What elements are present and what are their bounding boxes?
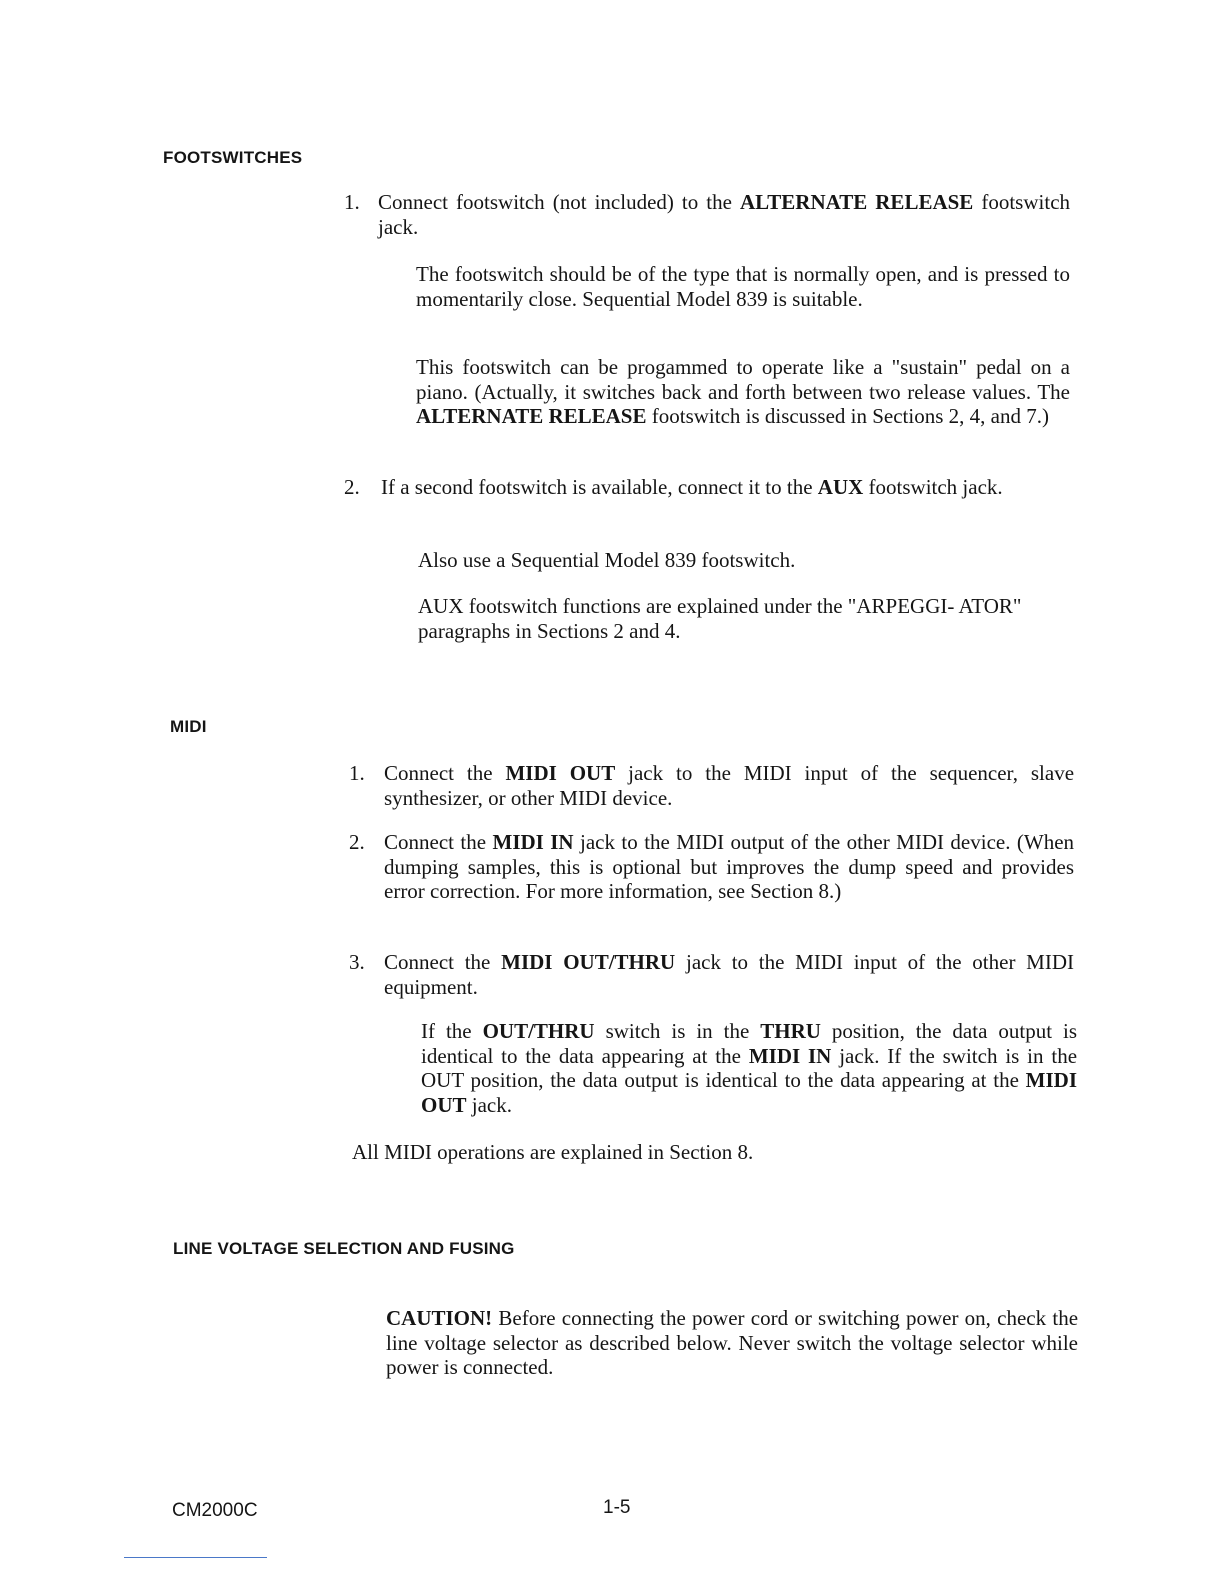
- footswitch-note-type: The footswitch should be of the type that is normally open, and is pressed to momentarily close. Sequential Model 839 is suitable.: [416, 262, 1070, 311]
- midi-closing-text: All MIDI operations are explained in Section 8.: [352, 1140, 754, 1164]
- caution-paragraph: CAUTION! Before connecting the power cord or switching power on, check the line voltage selector as described below. Never switch the voltage selector while power is connected.: [386, 1306, 1079, 1379]
- step-number: 1.: [344, 190, 360, 214]
- midi-thru-note: If the OUT/THRU switch is in the THRU position, the data output is identical to the data appearing at the MIDI IN jack. If the switch is in the OUT position, the data output is identical to the data appearing at the MIDI OUT jack.: [421, 1019, 1078, 1117]
- caution-label: CAUTION!: [386, 1306, 493, 1330]
- footer-page-number: 1-5: [603, 1497, 631, 1518]
- footswitch-step-2: 2. If a second footswitch is available, connect it to the AUX footswitch jack.: [344, 475, 1003, 499]
- footswitch-step-1: 1. Connect footswitch (not included) to the ALTERNATE RELEASE footswitch jack.: [344, 190, 1071, 239]
- step-number: 2.: [344, 475, 360, 499]
- midi-step-1: 1. Connect the MIDI OUT jack to the MIDI input of the sequencer, slave synthesizer, or other MIDI device.: [349, 761, 1075, 810]
- step-number: 3.: [349, 950, 365, 974]
- section-heading-footswitches: FOOTSWITCHES: [163, 148, 303, 167]
- footswitch-note-model: Also use a Sequential Model 839 footswitch.: [418, 548, 796, 572]
- midi-step-3: 3. Connect the MIDI OUT/THRU jack to the MIDI input of the other MIDI equipment.: [349, 950, 1075, 999]
- midi-step-2: 2. Connect the MIDI IN jack to the MIDI output of the other MIDI device. (When dumping samples, this is optional but improves the dump speed and provides error correction. For more information, see Section 8.): [349, 830, 1075, 903]
- section-heading-midi: MIDI: [170, 717, 207, 736]
- footswitch-note-aux: AUX footswitch functions are explained under the "ARPEGGI- ATOR" paragraphs in Sections 2 and 4.: [418, 594, 1022, 643]
- bottom-rule: [124, 1557, 267, 1558]
- step-number: 2.: [349, 830, 365, 854]
- footswitch-note-sustain: This footswitch can be progammed to operate like a "sustain" pedal on a piano. (Actually, it switches back and forth between two release values. The ALTERNATE RELEASE footswitch is discussed in Sections 2, 4, and 7.): [416, 355, 1070, 428]
- section-heading-line-voltage: LINE VOLTAGE SELECTION AND FUSING: [173, 1239, 515, 1258]
- footer-model: CM2000C: [172, 1500, 258, 1521]
- step-number: 1.: [349, 761, 365, 785]
